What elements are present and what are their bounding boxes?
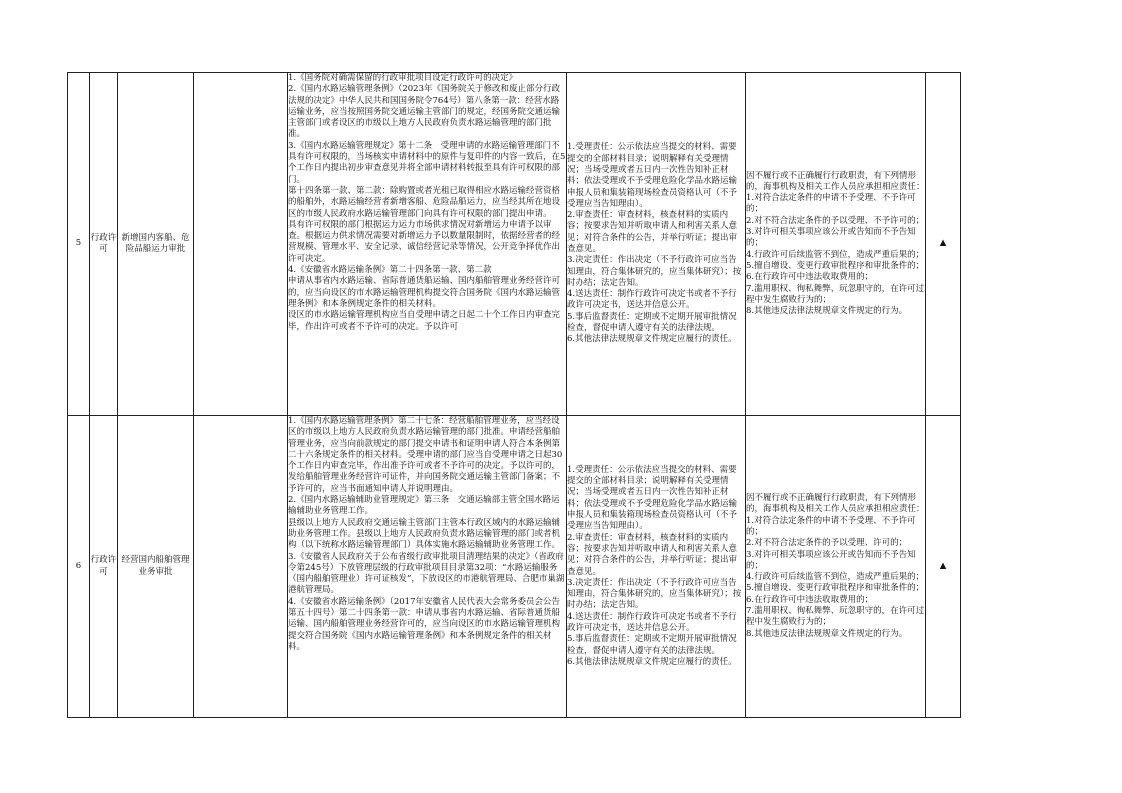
legal-basis-cell	[288, 73, 567, 416]
accountability-line: 因不履行或不正确履行行政职责，有下列情形的，海事机构及相关工作人员应承担相应责任：	[746, 493, 925, 515]
accountability-line: 2.对不符合法定条件的予以受理、不予许可的；	[746, 215, 925, 226]
legal-basis-line: 第十四条第一款、第二款：除购置或者光租已取得相应水路运输经营资格的船舶外，水路运输经营者新增客船、危险品船运力，应当经其所在地设区的市级人民政府水路运输管理部门向具有许可权限的部门提出申请。	[288, 185, 561, 219]
responsibility-line: 6.其他法律法规规章文件规定应履行的责任。	[567, 334, 737, 345]
table-row	[68, 416, 961, 718]
responsibility-line: 6.其他法律法规规章文件规定应履行的责任。	[567, 656, 737, 667]
legal-basis-line: 4.《安徽省水路运输条例》第二十四条第一款、第二款	[288, 265, 492, 276]
responsibility-line: 2.审查责任：审查材料，核查材料的实质内容；按要求告知并听取申请人和利害关系人意见；对符合条件的公告，并举行听证；提出审查意见。	[567, 532, 738, 577]
accountability-line: 3.对许可相关事项应该公开或告知而不予告知的；	[746, 549, 916, 571]
legal-basis-line: 4.《安徽省水路运输条例》（2017年安徽省人民代表大会常务委员会公告第五十四号）第二十四条第一款：申请从事省内水路运输、省际普通货船运输、国内船舶管理业务经营许可的，应当向设区的市水路运输管理机构提交符合国务院《国内水路运输管理条例》和本条例规定条件的相关材料。	[288, 596, 561, 652]
responsibility-line: 3.决定责任：作出决定（不予行政许可应当告知理由，符合集体研究的，应当集体研究）；按时办结；法定告知。	[567, 255, 742, 288]
legal-basis-line: 2.《国内水路运输辅助业管理规定》第三条 交通运输部主管全国水路运输辅助业务管理工作。	[288, 495, 560, 517]
legal-basis-line: 申请从事省内水路运输、省际普通货船运输、国内船舶管理业务经营许可的，应当向设区的市水路运输管理机构提交符合国务院《国内水路运输管理条例》和本条例规定条件的相关材料。	[288, 276, 561, 309]
table-row	[68, 73, 961, 416]
responsibility-line: 4.送达责任：制作行政许可决定书或者不予行政许可决定书，送达并信息公开。	[567, 611, 737, 633]
accountability-line: 4.行政许可后续监管不到位，造成严重后果的；	[746, 572, 925, 583]
responsibility-line: 5.事后监督责任：定期或不定期开展审批情况检查，督促申请人遵守有关的法律法规。	[567, 634, 737, 656]
accountability-line: 2.对不符合法定条件的予以受理、许可的；	[746, 538, 908, 549]
power-list-table	[67, 72, 961, 718]
accountability-line: 4.行政许可后续监管不到位，造成严重后果的；	[746, 249, 925, 260]
power-type: 行政许可	[90, 416, 118, 718]
accountability-line: 8.其他违反法律法规规章文件规定的行为。	[746, 628, 908, 639]
legal-basis-cell	[288, 416, 567, 718]
triangle-marker-icon: ▲	[926, 416, 961, 718]
accountability-line: 7.滥用职权、徇私舞弊、玩忽职守的，在许可过程中发生腐败行为的；	[746, 606, 925, 628]
triangle-marker-icon: ▲	[926, 73, 961, 416]
sub-item-cell	[194, 73, 288, 416]
responsibility-line: 1.受理责任：公示依法应当提交的材料、需要提交的全部材料目录；说明解释有关受理情况；当场受理或者五日内一次性告知补正材料；依法受理或不予受理危险化学品水路运输申报人员和集装箱现场检查员资格认可（不予受理应当告知理由）。	[567, 142, 738, 209]
legal-basis-line: 具有许可权限的部门根据运力运力市场供求情况对新增运力申请予以审查。根据运力供求情况需要对新增运力予以数量限制时，依据经营者的经营规模、管理水平、安全记录、诚信经营记录等情况，公开竞争择优作出许可决定。	[288, 219, 561, 264]
accountability-line: 3.对许可相关事项应该公开或告知而不予告知的；	[746, 227, 916, 249]
legal-basis-line: 1.《国内水路运输管理条例》第二十七条：经营船舶管理业务，应当经设区的市级以上地方人民政府负责水路运输管理的部门批准。申请经营船舶管理业务，应当向前款规定的部门提交申请书和证明申请人符合本条例第二十六条规定条件的相关材料。受理申请的部门应当自受理申请之日起30个工作日内审查完毕，作出准予许可或者不予许可的决定。予以许可的，发给船舶管理业务经营许可证件，并向国务院交通运输主管部门备案；不予许可的，应当书面通知申请人并说明理由。	[288, 416, 563, 494]
sub-item-cell	[194, 416, 288, 718]
responsibility-cell	[567, 73, 746, 416]
legal-basis-line: 3.《安徽省人民政府关于公布省级行政审批项目清理结果的决定》（省政府令第245号）下放管理层级的行政审批项目目录第32项：“水路运输服务（国内船舶管理业）许可证核发”，下放设区的市港航管理局、合肥市巢湖港航管理局。	[288, 551, 565, 596]
accountability-line: 1.对符合法定条件的申请不予受理、不予许可的；	[746, 515, 916, 537]
item-name: 新增国内客船、危险品船运力审批	[118, 73, 194, 416]
legal-basis-line: 2.《国内水路运输管理条例》（2023年《国务院关于修改和废止部分行政法规的决定》中华人民共和国国务院令764号）第八条第一款：经营水路运输业务，应当按照国务院交通运输主管部门的规定，经国务院交通运输主管部门或者设区的市级以上地方人民政府负责水路运输管理的部门批准。	[288, 84, 561, 140]
accountability-cell	[746, 73, 926, 416]
responsibility-line: 1.受理责任：公示依法应当提交的材料、需要提交的全部材料目录；说明解释有关受理情况；当场受理或者五日内一次性告知补正材料；依法受理或不予受理危险化学品水路运输申报人员和集装箱现场检查员资格认可（不予受理应当告知理由）。	[567, 464, 738, 532]
row-index: 5	[68, 73, 90, 416]
accountability-line: 8.其他违反法律法规规章文件规定的行为。	[746, 306, 908, 317]
responsibility-line: 2.审查责任：审查材料，核查材料的实质内容；按要求告知并听取申请人和利害关系人意见；对符合条件的公告，并举行听证；提出审查意见。	[567, 210, 738, 254]
accountability-line: 5.擅自增设、变更行政审批程序和审批条件的；	[746, 260, 925, 271]
power-type: 行政许可	[90, 73, 118, 416]
accountability-line: 6.在行政许可中违法收取费用的；	[746, 272, 874, 283]
accountability-line: 因不履行或不正确履行行政职责，有下列情形的，海事机构及相关工作人员应承担相应责任：	[746, 170, 925, 192]
responsibility-line: 5.事后监督责任：定期或不定期开展审批情况检查，督促申请人遵守有关的法律法规。	[567, 311, 737, 334]
legal-basis-line: 县级以上地方人民政府交通运输主管部门主管本行政区域内的水路运输辅助业务管理工作。县级以上地方人民政府负责水路运输管理的部门或者机构（以下统称水路运输管理部门）具体实施水路运输辅助业务管理工作。	[288, 517, 561, 551]
row-index: 6	[68, 416, 90, 718]
accountability-line: 5.擅自增设、变更行政审批程序和审批条件的；	[746, 583, 925, 594]
legal-basis-line: 1.《国务院对确需保留的行政审批项目设定行政许可的决定》	[288, 73, 518, 83]
legal-basis-line: 设区的市水路运输管理机构应当自受理申请之日起二十个工作日内审查完毕，作出许可或者不予许可的决定。予以许可	[288, 310, 561, 332]
item-name: 经营国内船舶管理业务审批	[118, 416, 194, 718]
responsibility-cell	[567, 416, 746, 718]
responsibility-line: 3.决定责任：作出决定（不予行政许可应当告知理由，符合集体研究的，应当集体研究）；按时办结；法定告知。	[567, 577, 742, 611]
accountability-line: 7.滥用职权、徇私舞弊、玩忽职守的，在许可过程中发生腐败行为的；	[746, 283, 925, 305]
accountability-cell	[746, 416, 926, 718]
legal-basis-line: 3.《国内水路运输管理规定》第十二条 受理申请的水路运输管理部门不具有许可权限的，当场核实申请材料中的原件与复印件的内容一致后，在5个工作日内提出初步审查意见并将全部申请材料转报至具有许可权限的部门。	[288, 140, 566, 185]
accountability-line: 6.在行政许可中违法收取费用的；	[746, 594, 874, 605]
responsibility-line: 4.送达责任：制作行政许可决定书或者不予行政许可决定书，送达并信息公开。	[567, 289, 737, 311]
accountability-line: 1.对符合法定条件的申请不予受理、不予许可的；	[746, 193, 916, 215]
